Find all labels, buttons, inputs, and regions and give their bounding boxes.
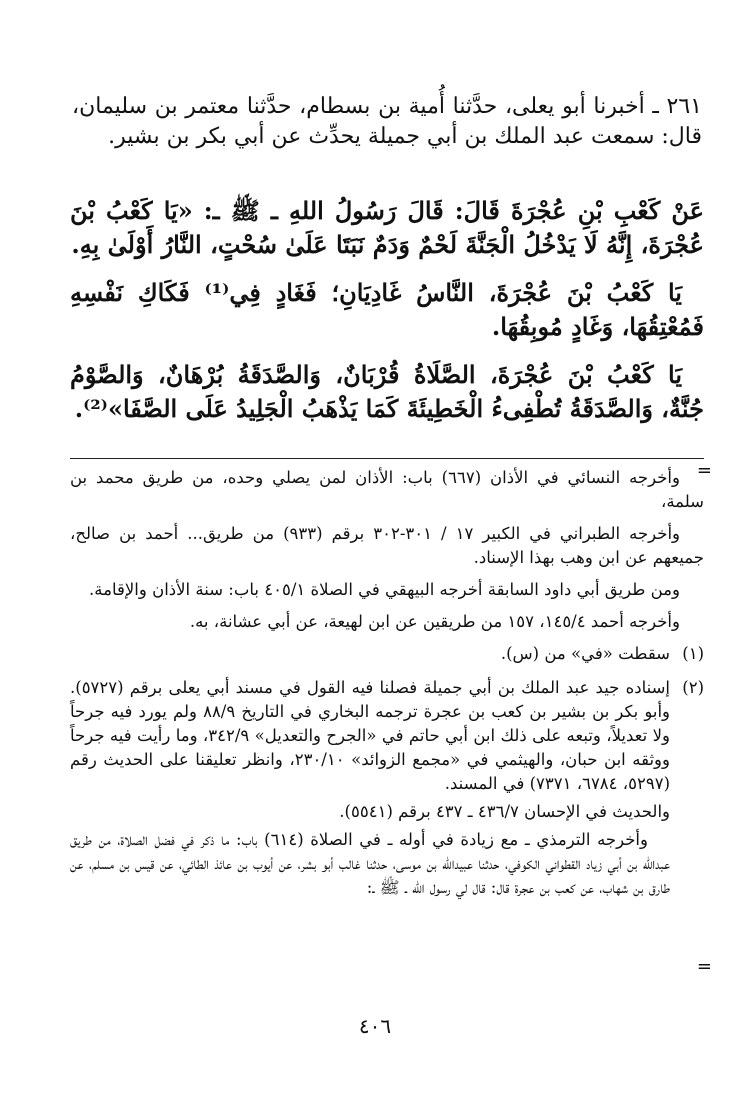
footnotes-section [70,466,704,910]
note-ahmad: وأخرجه أحمد ١٤٥/٤، ١٥٧ من طريقين عن ابن لهيعة، عن أبي عشانة، به. [189,612,680,631]
page-number: ٤٠٦ [358,1014,392,1038]
footnote-number: (١) [682,644,704,663]
note-bayhaqi: ومن طريق أبي داود السابقة أخرجه البيهقي في الصلاة ٤٠٥/١ باب: سنة الأذان والإقامة. [89,580,680,599]
continuation-mark-bottom: = [696,956,712,977]
note-tabarani: وأخرجه الطبراني في الكبير ١٧ / ٣٠١-٣٠٢ برقم (٩٣٣) من طريق... أحمد بن صالح، جميعهم عن ابن وهب بهذا الإسناد. [70,524,704,567]
footnote-text [70,642,670,670]
footnote-paragraph: سقطت «في» من (س). [500,644,670,663]
hadith-text [70,194,704,440]
hadith-paragraph-2: يَا كَعْبُ بْنَ عُجْرَةَ، النَّاسُ غَادِيَانِ؛ فَغَادٍ فِي⁽¹⁾ فَكَاكِ نَفْسِهِ فَمُعْتِقُهَا، وَغَادٍ مُوبِقُهَا. [70,278,704,341]
footnote-paragraph: والحديث في الإحسان ٤٣٦/٧ ـ ٤٣٧ برقم (٥٥٤١). [339,802,670,821]
footnote-1 [70,642,704,670]
hadith-paragraph-3: يَا كَعْبُ بْنَ عُجْرَةَ، الصَّلَاةُ قُرْبَانٌ، وَالصَّدَقَةُ بُرْهَانٌ، وَالصَّوْمُ جُنَّةٌ، وَالصَّدَقَةُ تُطْفِىءُ الْخَطِيئَةَ كَمَا يَذْهَبُ الْجَلِيدُ عَلَى الصَّفَا»⁽²⁾. [70,360,704,423]
isnad-paragraph: ٢٦١ ـ أخبرنا أبو يعلى، حدَّثنا أُمية بن بسطام، حدَّثنا معتمر بن سليمان، قال: سمعت عبد الملك بن أبي جميلة يحدِّث عن أبي بكر بن بشير. [72,94,702,149]
footnote-text [70,676,670,904]
continuation-mark-top: = [696,460,712,481]
footnote-divider [70,458,704,459]
hadith-paragraph-1: عَنْ كَعْبِ بْنِ عُجْرَةَ قَالَ: قَالَ رَسُولُ اللهِ ـ ﷺ ـ: «يَا كَعْبُ بْنَ عُجْرَةَ، إِنَّهُ لَا يَدْخُلُ الْجَنَّةَ لَحْمٌ وَدَمٌ نَبَتَا عَلَىٰ سُحْتٍ، النَّارُ أَوْلَىٰ بِهِ. [70,196,704,259]
footnote-paragraph: إسناده جيد عبد الملك بن أبي جميلة فصلنا فيه القول في مسند أبي يعلى برقم (٥٧٢٧). وأبو بكر بن بشير بن كعب بن عجرة ترجمه البخاري في التاريخ ٨٨/٩ ولم يورد فيه جرحاً ولا تعديلاً، وتبعه على ذلك ابن أبي حاتم في «الجرح والتعديل» ٣٤٢/٩، وما رأيت فيه جرحاً ووثقه ابن حبان، والهيثمي في «مجمع الزوائد» ٢٣٠/١٠، وانظر تعليقنا على الحديث رقم (٥٢٩٧، ٦٧٨٤، ٧٣٧١) في المسند. [70,678,670,793]
footnote-number: (٢) [682,678,704,697]
note-nasai: وأخرجه النسائي في الأذان (٦٦٧) باب: الأذان لمن يصلي وحده، من طريق محمد بن سلمة، [70,468,704,511]
footnote-2 [70,676,704,904]
footnote-paragraph: وأخرجه الترمذي ـ مع زيادة في أوله ـ في الصلاة (٦١٤) باب: ما ذكر في فضل الصلاة، من طريق عبدالله بن أبي زياد القطواني الكوفي، حدثنا عبيدالله بن موسى، حدثنا غالب أبو بشر، عن أيوب بن عائذ الطائي، عن قيس بن مسلم، عن طارق بن شهاب، عن كعب بن عجرة قال: قال لي رسول الله ـ ﷺ ـ: [70,830,670,897]
